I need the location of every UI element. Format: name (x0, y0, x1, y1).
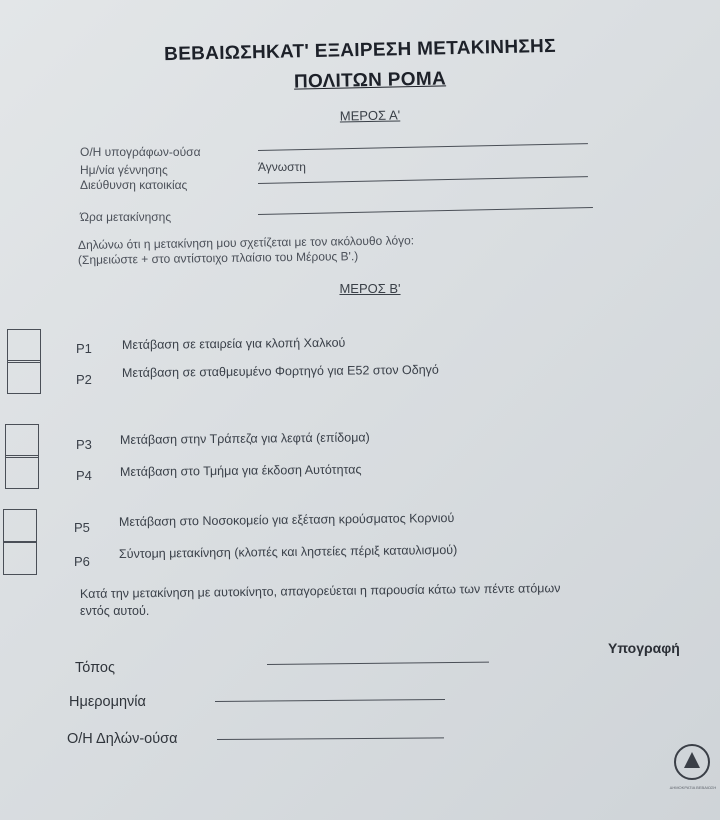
seal-caption: ΔΗΜΟΚΡΑΤΙΑ ΒΕΒΑΙΩΣΗ (669, 785, 717, 790)
option-p6-checkbox[interactable] (3, 541, 37, 575)
option-p4-checkbox[interactable] (5, 455, 39, 489)
option-p5-text: Μετάβαση στο Νοσοκομείο για εξέταση κρούσματος Κορνιού (118, 510, 455, 529)
car-restriction-note: Κατά την μετακίνηση με αυτοκίνητο, απαγορεύεται η παρουσία κάτω των πέντε ατόμων (79, 581, 561, 601)
time-label: Ώρα μετακίνησης (80, 210, 172, 224)
declaration-text: Δηλώνω ότι η μετακίνηση μου σχετίζεται με τον ακόλουθο λόγο: (77, 233, 415, 252)
civil-protection-seal-icon (674, 744, 710, 780)
date-label: Ημερομηνία (69, 694, 146, 710)
option-p3-text: Μετάβαση στην Τράπεζα για λεφτά (επίδομα) (119, 430, 370, 447)
place-line (267, 662, 489, 665)
place-label: Τόπος (75, 660, 115, 676)
address-line (258, 176, 588, 184)
option-p1-checkbox[interactable] (7, 329, 41, 363)
option-p2-checkbox[interactable] (7, 360, 41, 394)
option-p1-text: Μετάβαση σε εταιρεία για κλοπή Χαλκού (121, 335, 346, 352)
date-line (215, 699, 445, 702)
option-p5-code: Ρ5 (74, 520, 90, 535)
option-p4-code: Ρ4 (76, 468, 92, 483)
car-restriction-note-end: εντός αυτού. (80, 604, 150, 618)
option-p2-text: Μετάβαση σε σταθμευμένο Φορτηγό για Ε52 στον Οδηγό (121, 362, 439, 380)
part-b-heading: ΜΕΡΟΣ Β' (339, 281, 401, 296)
document-subtitle: ΠΟΛΙΤΩΝ ΡΟΜΑ (293, 68, 447, 93)
signer-line (258, 143, 588, 151)
option-p5-checkbox[interactable] (3, 509, 37, 543)
declarant-line (217, 737, 444, 740)
signer-label: Ο/Η υπογράφων-ούσα (80, 145, 201, 159)
option-p3-checkbox[interactable] (5, 424, 39, 458)
option-p2-code: Ρ2 (76, 372, 92, 387)
declarant-label: Ο/Η Δηλών-ούσα (67, 731, 178, 747)
option-p6-code: Ρ6 (74, 554, 90, 569)
time-line (258, 207, 593, 215)
option-p6-text: Σύντομη μετακίνηση (κλοπές και ληστείες πέριξ καταυλισμού) (118, 542, 458, 561)
birth-date-value: Άγνωστη (258, 160, 306, 174)
option-p3-code: Ρ3 (76, 437, 92, 452)
option-p4-text: Μετάβαση στο Τμήμα για έκδοση Αυτότητας (119, 462, 362, 479)
address-label: Διεύθυνση κατοικίας (80, 178, 188, 192)
signature-label: Υπογραφή (608, 640, 680, 656)
declaration-instruction: (Σημειώστε + στο αντίστοιχο πλαίσιο του Μέρους Β'.) (77, 249, 359, 267)
part-a-heading: ΜΕΡΟΣ Α' (339, 107, 401, 124)
birth-date-label: Ημ/νία γέννησης (80, 163, 168, 177)
option-p1-code: Ρ1 (76, 341, 92, 356)
document-title: ΒΕΒΑΙΩΣΗΚΑΤ' ΕΞΑΙΡΕΣΗ ΜΕΤΑΚΙΝΗΣΗΣ (163, 35, 556, 66)
